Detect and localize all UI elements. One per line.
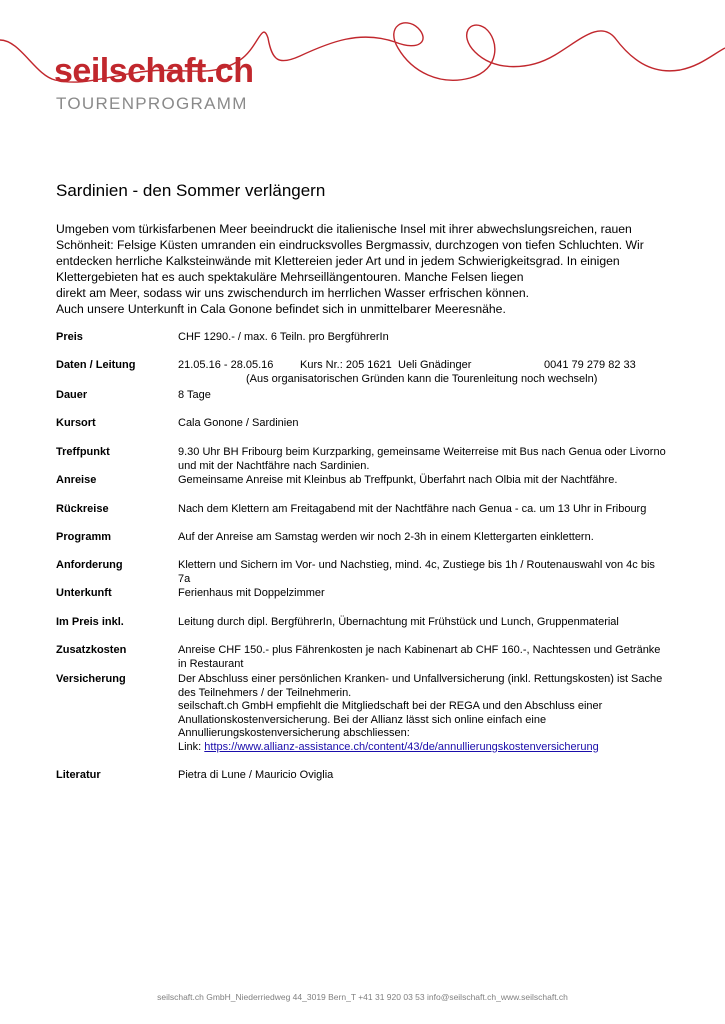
insurance-recommendation: seilschaft.ch GmbH empfiehlt die Mitgliedschaft bei der REGA und den Abschluss einer Anullationskostenversicherung. Bei der Allianz lässt sich online einfach eine Annullierungskostenversicherung abschliessen:	[178, 700, 603, 739]
row-value: Auf der Anreise am Samstag werden wir noch 2-3h in einem Klettergarten einklettern.	[178, 531, 594, 543]
row-label: Daten / Leitung	[56, 359, 136, 371]
leader-note: (Aus organisatorischen Gründen kann die Tourenleitung noch wechseln)	[246, 373, 598, 385]
versicherung-values	[178, 673, 668, 754]
row-label: Treffpunkt	[56, 446, 110, 458]
course-number: Kurs Nr.: 205 1621	[300, 359, 392, 371]
row-value: 8 Tage	[178, 389, 211, 401]
row-label: Im Preis inkl.	[56, 616, 124, 628]
row-label: Anreise	[56, 474, 97, 486]
row-label: Dauer	[56, 389, 88, 401]
intro-line: entdecken herrliche Kalksteinwände mit Klettereien jeder Art und in jedem Schwierigkeitsgrad. In einigen	[56, 254, 620, 268]
logo: seilschaft.ch	[54, 52, 254, 90]
row-value: Klettern und Sichern im Vor- und Nachstieg, mind. 4c, Zustiege bis 1h / Routenauswahl von 4c bis 7a	[178, 559, 655, 585]
insurance-link-line	[178, 741, 668, 755]
row-label: Kursort	[56, 417, 96, 429]
footer: seilschaft.ch GmbH_Niederriedweg 44_3019 Bern_T +41 31 920 03 53 info@seilschaft.ch_www.seilschaft.ch	[157, 992, 568, 1002]
intro-line: direkt am Meer, sodass wir uns zwischendurch im herrlichen Wasser erfrischen können.	[56, 286, 530, 300]
header-subtitle: TOURENPROGRAMM	[56, 94, 248, 113]
leader-phone: 0041 79 279 82 33	[544, 359, 636, 371]
row-label: Preis	[56, 331, 83, 343]
row-label: Literatur	[56, 769, 101, 781]
row-label: Anforderung	[56, 559, 123, 571]
row-label: Unterkunft	[56, 587, 112, 599]
page-title: Sardinien - den Sommer verlängern	[56, 181, 326, 200]
intro-line: Umgeben vom türkisfarbenen Meer beeindruckt die italienische Insel mit ihrer abwechslungsreichen, rauen	[56, 222, 632, 236]
row-value: Nach dem Klettern am Freitagabend mit der Nachtfähre nach Genua - ca. um 13 Uhr in Fribourg	[178, 503, 647, 515]
dates-value: 21.05.16 - 28.05.16	[178, 359, 274, 371]
row-value: Ferienhaus mit Doppelzimmer	[178, 587, 325, 599]
row-label: Programm	[56, 531, 112, 543]
link-prefix: Link:	[178, 740, 205, 753]
row-value: CHF 1290.- / max. 6 Teiln. pro BergführerIn	[178, 331, 389, 343]
row-label: Zusatzkosten	[56, 644, 127, 656]
leader-name: Ueli Gnädinger	[398, 359, 472, 371]
intro-line: Auch unsere Unterkunft in Cala Gonone befindet sich in unmittelbarer Meeresnähe.	[56, 302, 506, 316]
row-value: Cala Gonone / Sardinien	[178, 417, 299, 429]
intro-line: Schönheit: Felsige Küsten umranden ein eindrucksvolles Bergmassiv, durchzogen von tiefen Schluchten. Wir	[56, 238, 644, 252]
row-value: 9.30 Uhr BH Fribourg beim Kurzparking, gemeinsame Weiterreise mit Bus nach Genua oder Livorno und mit der Nachtfähre nach Sardinien.	[178, 446, 666, 472]
row-value: Gemeinsame Anreise mit Kleinbus ab Treffpunkt, Überfahrt nach Olbia mit der Nachtfähre.	[178, 474, 618, 486]
row-label: Versicherung	[56, 673, 126, 685]
intro-paragraph	[56, 221, 676, 317]
insurance-link[interactable]: https://www.allianz-assistance.ch/content/43/de/annullierungskostenversicherung	[204, 740, 599, 753]
intro-line: Klettergebieten hat es auch spektakuläre Mehrseillängentouren. Manche Felsen liegen	[56, 270, 524, 284]
row-value: Pietra di Lune / Mauricio Oviglia	[178, 769, 334, 781]
row-value: Anreise CHF 150.- plus Fährenkosten je nach Kabinenart ab CHF 160.-, Nachtessen und Getränke in Restaurant	[178, 644, 661, 670]
row-label: Rückreise	[56, 503, 109, 515]
row-value: Leitung durch dipl. BergführerIn, Übernachtung mit Frühstück und Lunch, Gruppenmaterial	[178, 616, 619, 628]
insurance-text: Der Abschluss einer persönlichen Kranken- und Unfallversicherung (inkl. Rettungskosten) ist Sache des Teilnehmers / der Teilnehmerin.	[178, 673, 663, 699]
